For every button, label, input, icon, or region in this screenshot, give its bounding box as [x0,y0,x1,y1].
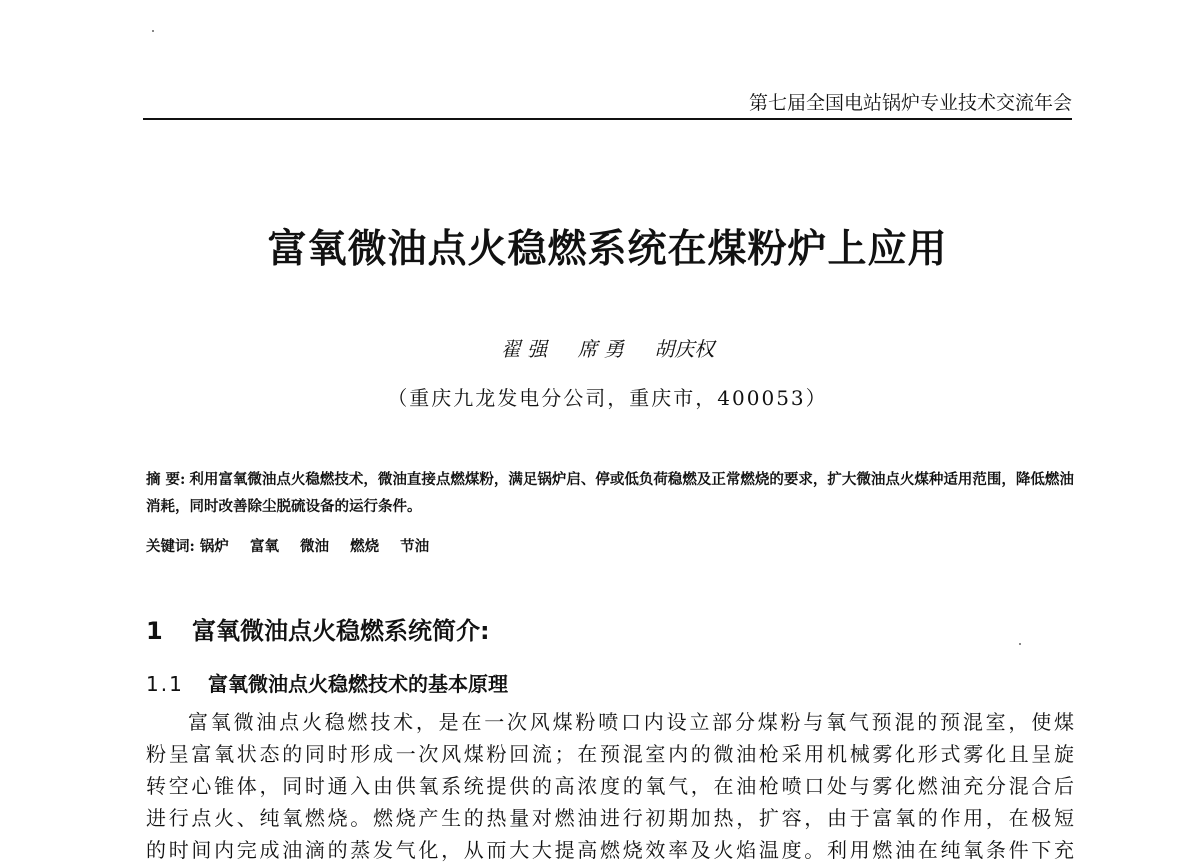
body-line: 粉呈富氧状态的同时形成一次风煤粉回流；在预混室内的微油枪采用机械雾化形式雾化且呈旋 [146,742,1074,766]
subsection-heading [146,668,508,697]
subsection-number: 1.1 [146,672,184,696]
body-line: 进行点火、纯氧燃烧。燃烧产生的热量对燃油进行初期加热，扩容，由于富氧的作用，在极短 [146,806,1074,830]
keyword: 节油 [400,538,430,555]
author-name: 翟 强 [500,337,548,361]
scan-speck [1019,643,1021,645]
keywords [146,535,1074,556]
abstract-label: 摘 要: [146,471,186,488]
body-line: 转空心锥体，同时通入由供氧系统提供的高浓度的氧气，在油枪喷口处与雾化燃油充分混合后 [146,774,1074,798]
keyword: 锅炉 [199,538,229,555]
author-list [143,333,1072,362]
header-rule [143,118,1072,120]
abstract-text: 利用富氧微油点火稳燃技术，微油直接点燃煤粉，满足锅炉启、停或低负荷稳燃及正常燃烧的要求，扩大微油点火煤种适用范围，降低燃油消耗，同时改善除尘脱硫设备的运行条件。 [146,471,1074,515]
abstract [146,466,1074,520]
author-name: 席 勇 [577,337,624,361]
section-number: 1 [146,617,163,645]
keyword: 富氧 [249,538,279,555]
body-line: 的时间内完成油滴的蒸发气化，从而大大提高燃烧效率及火焰温度。利用燃油在纯氧条件下充 [146,838,1074,862]
subsection-title: 富氧微油点火稳燃技术的基本原理 [208,672,508,696]
paper-title: 富氧微油点火稳燃系统在煤粉炉上应用 [267,227,948,272]
section-heading [146,611,490,646]
author-name: 胡庆权 [654,337,715,361]
keywords-label: 关键词: [146,538,195,555]
author-affiliation: （重庆九龙发电分公司，重庆市，400053） [387,386,828,410]
keyword: 微油 [300,538,330,555]
section-title: 富氧微油点火稳燃系统简介: [192,617,490,645]
keyword: 燃烧 [350,538,380,555]
scan-speck [152,30,154,32]
body-paragraph [146,706,1074,866]
body-line: 富氧微油点火稳燃技术，是在一次风煤粉喷口内设立部分煤粉与氧气预混的预混室，使煤 [188,710,1074,734]
running-header: 第七届全国电站锅炉专业技术交流年会 [748,92,1072,114]
